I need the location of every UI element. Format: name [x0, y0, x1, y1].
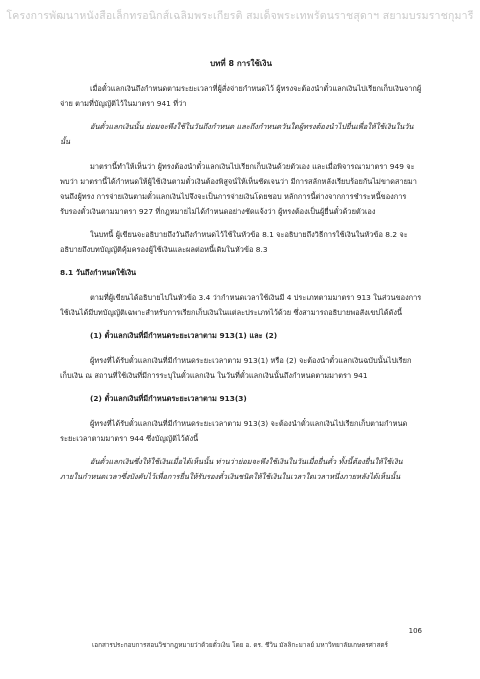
page-content — [60, 56, 422, 492]
paragraph: ผู้ทรงที่ได้รับตั๋วแลกเงินที่มีกำหนดระยะเวลาตาม 913(1) หรือ (2) จะต้องนำตั๋วแลกเงินฉบับนั้นไปเรียกเก็บเงิน ณ สถานที่ใช้เงินที่มีการระบุในตั๋วแลกเงิน ในวันที่ตั๋วแลกเงินนั้นถึงกำหนดตามมาตรา 941 — [60, 356, 412, 380]
statute-quote: อันตั๋วแลกเงินซึ่งให้ใช้เงินเมื่อได้เห็นนั้น ท่านว่าย่อมจะพึงใช้เงินในวันเมื่อยื่นตั๋ว ทั้งนี้ต้องยื่นให้ใช้เงินภายในกำหนดเวลาซึ่งบังคับไว้เพื่อการยื่นให้รับรองตั๋วเงินชนิดให้ใช้เงินในเวลาใดเวลาหนึ่งภายหลังได้เห็นนั้น — [60, 457, 403, 481]
chapter-title: บทที่ 8 การใช้เงิน — [210, 59, 272, 68]
section-heading: 8.1 วันถึงกำหนดใช้เงิน — [60, 268, 137, 277]
paragraph: ผู้ทรงที่ได้รับตั๋วแลกเงินที่มีกำหนดระยะเวลาตาม 913(3) จะต้องนำตั๋วแลกเงินไปเรียกเก็บตามกำหนดระยะเวลาตามมาตรา 944 ซึ่งบัญญัติไว้ดังนี้ — [60, 419, 408, 443]
subsection-heading: (2) ตั๋วแลกเงินที่มีกำหนดระยะเวลาตาม 913(3) — [90, 394, 247, 403]
page-number: 106 — [408, 627, 422, 635]
paragraph: เมื่อตั๋วแลกเงินถึงกำหนดตามระยะเวลาที่ผู้สั่งจ่ายกำหนดไว้ ผู้ทรงจะต้องนำตั๋วแลกเงินไปเรียกเก็บเงินจากผู้จ่าย ตามที่บัญญัติไว้ในมาตรา 941 ที่ว่า — [60, 84, 422, 108]
subsection-heading: (1) ตั๋วแลกเงินที่มีกำหนดระยะเวลาตาม 913(1) และ (2) — [90, 331, 278, 340]
page-footer: เอกสารประกอบการสอนวิชากฎหมายว่าด้วยตั๋วเงิน โดย อ. ดร. ชีวิน มัลลิกะมาลย์ มหาวิทยาลัยเกษตรศาสตร์ — [92, 641, 388, 649]
watermark-text: โครงการพัฒนาหนังสือเล็กทรอนิกส์เฉลิมพระเกียรติ สมเด็จพระเทพรัตนราชสุดาฯ สยามบรมราชกุมารี — [6, 10, 474, 22]
statute-quote: อันตั๋วแลกเงินนั้น ย่อมจะพึงใช้ในวันถึงกำหนด และถึงกำหนดวันใดผู้ทรงต้องนำไปยื่นเพื่อให้ใช้เงินในวันนั้น — [60, 122, 414, 146]
paragraph: ในบทนี้ ผู้เขียนจะอธิบายถึงวันถึงกำหนดไว้ใช้ในหัวข้อ 8.1 จะอธิบายถึงวิธีการใช้เงินในหัวข้อ 8.2 จะอธิบายถึงบทบัญญัติคุ้มครองผู้ใช้เงินและผลต่อหนี้เดิมในหัวข้อ 8.3 — [60, 230, 408, 254]
paragraph: มาตรานี้ทำให้เห็นว่า ผู้ทรงต้องนำตั๋วแลกเงินไปเรียกเก็บเงินด้วยตัวเอง และเมื่อพิจารณามาตรา 949 จะพบว่า มาตรานี้ได้กำหนดให้ผู้ใช้เงินตามตั๋วเงินต้องพิสูจน์ให้เห็นชัดเจนว่า มีการสลักหลังเรียบร้อยกันไม่ขาดสายมาจนถึงผู้ทรง การจ่ายเงินตามตั๋วแลกเงินไปจึงจะเป็นการจ่ายเงินโดยชอบ หลักการนี้ต่างจากการชำระหนี้ของการรับรองตั๋วเงินตามมาตรา 927 ที่กฎหมายไม่ได้กำหนดอย่างชัดแจ้งว่า ผู้ทรงต้องเป็นผู้ยื่นตั๋วด้วยตัวเอง — [60, 162, 417, 216]
paragraph: ตามที่ผู้เขียนได้อธิบายไปในหัวข้อ 3.4 ว่ากำหนดเวลาใช้เงินมี 4 ประเภทตามมาตรา 913 ในส่วนของการใช้เงินได้มีบทบัญญัติเฉพาะสำหรับการเรียกเก็บเงินในแต่ละประเภทไว้ด้วย ซึ่งสามารถอธิบายพอสังเขปได้ดังนี้ — [60, 293, 422, 317]
